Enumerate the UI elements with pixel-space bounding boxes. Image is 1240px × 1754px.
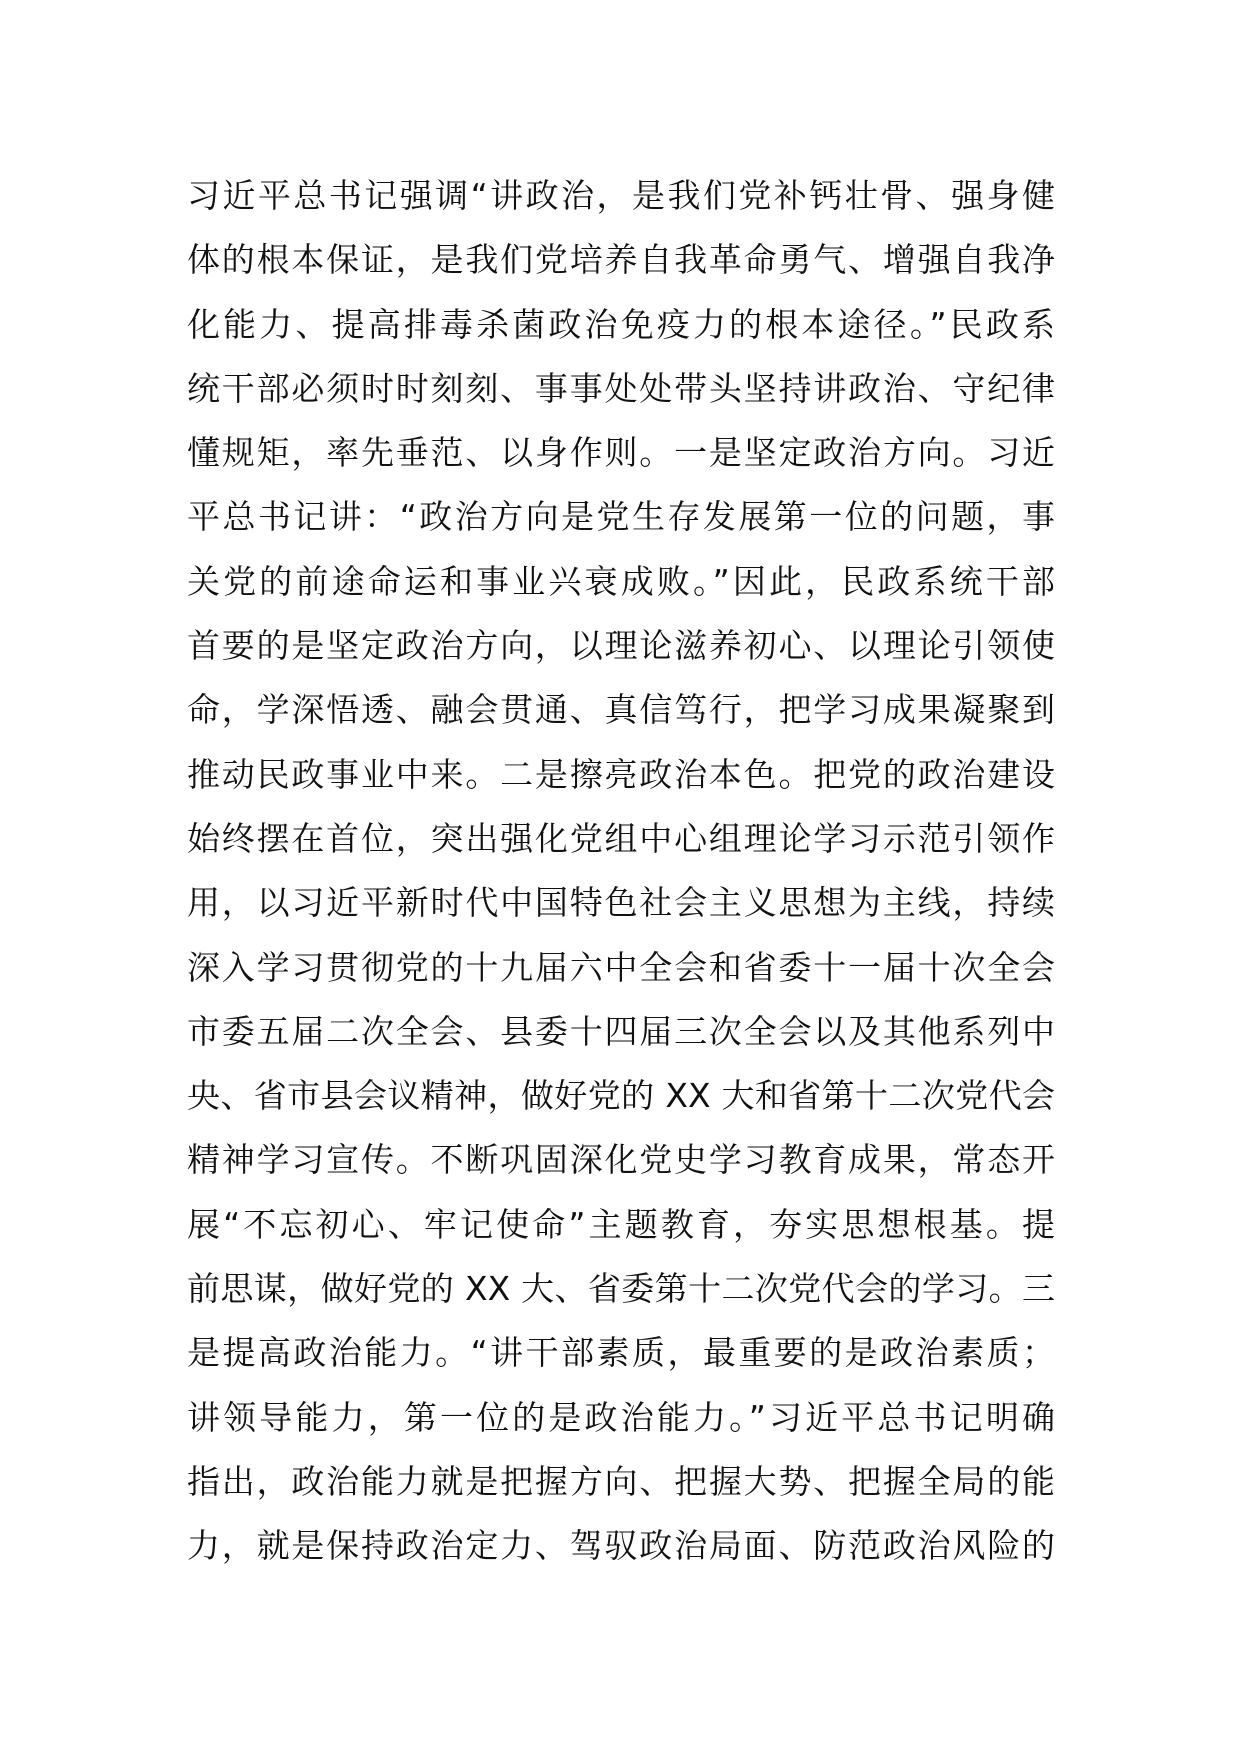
text-line: 展“不忘初心、牢记使命”主题教育，夯实思想根基。提 [187,1204,1055,1244]
text-line: 推动民政事业中来。二是擦亮政治本色。把党的政治建设 [187,754,1055,794]
text-line: 懂规矩，率先垂范、以身作则。一是坚定政治方向。习近 [187,433,1055,473]
text-line: 体的根本保证，是我们党培养自我革命勇气、增强自我净 [187,240,1055,280]
text-line: 用，以习近平新时代中国特色社会主义思想为主线，持续 [187,883,1055,923]
text-line: 始终摆在首位，突出强化党组中心组理论学习示范引领作 [187,818,1055,858]
text-line: 指出，政治能力就是把握方向、把握大势、把握全局的能 [187,1461,1055,1501]
text-line: 力，就是保持政治定力、驾驭政治局面、防范政治风险的 [187,1526,1055,1566]
text-line: 深入学习贯彻党的十九届六中全会和省委十一届十次全会 [187,947,1055,987]
text-line: 讲领导能力，第一位的是政治能力。”习近平总书记明确 [187,1397,1055,1437]
text-line: 命，学深悟透、融会贯通、真信笃行，把学习成果凝聚到 [187,690,1055,730]
body-text [187,164,1067,1579]
text-line: 习近平总书记强调“讲政治，是我们党补钙壮骨、强身健 [187,176,1055,215]
text-line: 精神学习宣传。不断巩固深化党史学习教育成果，常态开 [187,1140,1055,1180]
text-line: 市委五届二次全会、县委十四届三次全会以及其他系列中 [187,1011,1055,1051]
text-line: 关党的前途命运和事业兴衰成败。”因此，民政系统干部 [187,561,1055,601]
text-line: 前思谋，做好党的 XX 大、省委第十二次党代会的学习。三 [187,1269,1055,1309]
text-line: 统干部必须时时刻刻、事事处处带头坚持讲政治、守纪律 [187,368,1055,408]
text-line: 首要的是坚定政治方向，以理论滋养初心、以理论引领使 [187,626,1055,666]
text-line: 平总书记讲：“政治方向是党生存发展第一位的问题，事 [187,497,1055,537]
text-line: 化能力、提高排毒杀菌政治免疫力的根本途径。”民政系 [187,304,1055,344]
text-line: 央、省市县会议精神，做好党的 XX 大和省第十二次党代会 [187,1076,1055,1116]
text-line: 是提高政治能力。“讲干部素质，最重要的是政治素质； [187,1333,1055,1373]
